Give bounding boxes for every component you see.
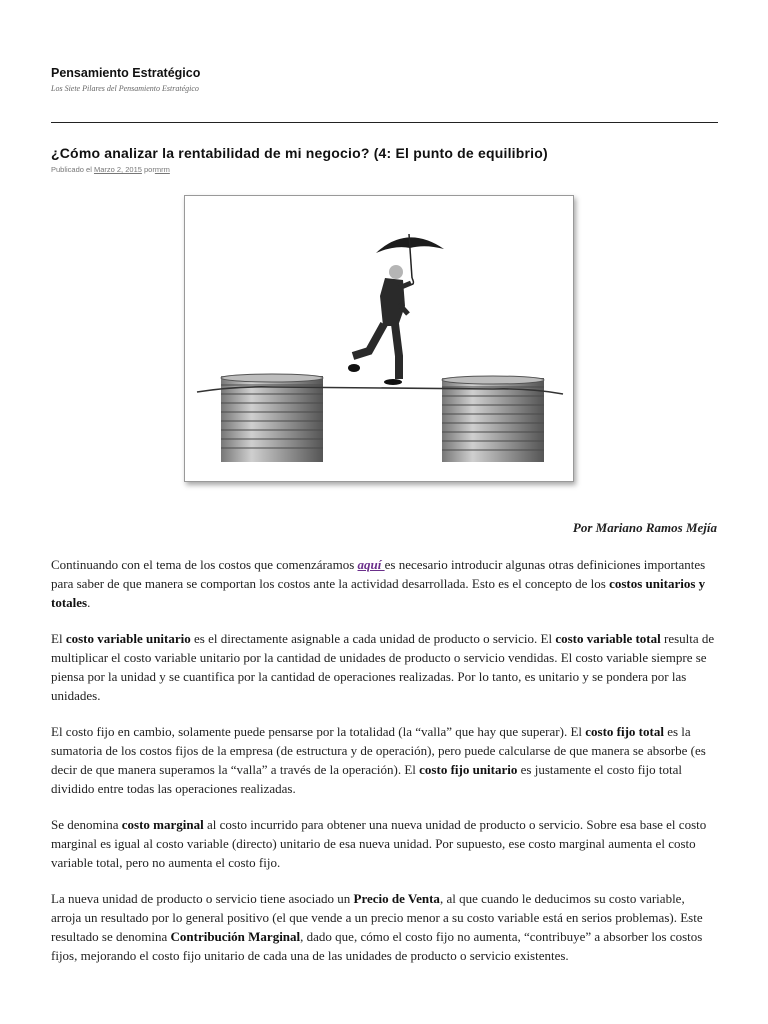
article-byline: Por Mariano Ramos Mejía	[572, 520, 717, 535]
p2-text-1: El	[51, 631, 66, 646]
p3-text-1: El costo fijo en cambio, solamente puede pensarse por la totalidad (la “valla” que hay que superar). El	[51, 724, 586, 739]
p3-bold-1: costo fijo total	[585, 724, 664, 739]
p3-text-2: es la sumatoria de los costos fijos de la empresa (de estructura y de operación), pero puede calcularse de que manera se absorbe (es decir de que manera superamos la “valla” a través de la operación). El	[51, 724, 706, 777]
post-date-link[interactable]: Marzo 2, 2015	[93, 165, 142, 174]
p1-text-3: .	[87, 595, 91, 610]
post-title: ¿Cómo analizar la rentabilidad de mi negocio? (4: El punto de equilibrio)	[51, 145, 548, 161]
p4-bold-1: costo marginal	[121, 817, 204, 832]
p2-bold-2: costo variable total	[555, 631, 661, 646]
meta-by: por	[144, 165, 155, 174]
p2-text-2: es el directamente asignable a cada unidad de producto o servicio. El	[190, 631, 556, 646]
paragraph-4	[51, 815, 718, 872]
p4-text-2: al costo incurrido para obtener una nueva unidad de producto o servicio. Sobre esa base el costo marginal es igual al costo variable (directo) unitario de esa nueva unidad. Por supuesto, ese costo marginal aumenta el costo variable total, pero no aumenta el costo fijo.	[51, 817, 707, 870]
p3-text-3: es justamente el costo fijo total dividido entre todas las operaciones realizadas.	[51, 762, 683, 796]
p5-text-3: , dado que, cómo el costo fijo no aumenta, “contribuye” a absorber los costos fijos, mejorando el costo fijo unitario de cada una de las unidades de producto o servicio existentes.	[51, 929, 703, 963]
p1-bold-1: costos unitarios y totales	[51, 576, 706, 610]
post-content	[51, 555, 718, 982]
p5-bold-2: Contribución Marginal	[170, 929, 301, 944]
site-header	[51, 66, 718, 94]
site-description: Los Siete Pilares del Pensamiento Estratégico	[51, 84, 199, 93]
p4-text-1: Se denomina	[51, 817, 122, 832]
post-meta	[51, 165, 170, 174]
post-image	[184, 195, 574, 482]
paragraph-3	[51, 722, 718, 798]
p2-text-3: resulta de multiplicar el costo variable unitario por la cantidad de unidades de producto o servicio vendidas. El costo variable siempre se piensa por la unidad y se cuantifica por la cantidad de operaciones realizadas. Por lo tanto, es unitario y se pondera por las unidades.	[51, 631, 715, 703]
p5-bold-1: Precio de Venta	[353, 891, 440, 906]
man-with-umbrella	[348, 234, 444, 385]
p5-text-2: , al que cuando le deducimos su costo variable, arroja un resultado por lo general positivo (el que vende a un precio menor a su costo variable está en serios problemas). Este resultado se denomina	[51, 891, 703, 944]
paragraph-5	[51, 889, 718, 965]
header-divider	[51, 122, 718, 123]
p1-text-2: es necesario introducir algunas otras definiciones importantes para saber de que manera se comportan los costos ante la actividad desarrollada. Esto es el concepto de los	[51, 557, 706, 591]
p3-bold-2: costo fijo unitario	[419, 762, 518, 777]
paragraph-2	[51, 629, 718, 705]
paragraph-1	[51, 555, 718, 612]
meta-prefix: Publicado el	[51, 165, 92, 174]
p5-text-1: La nueva unidad de producto o servicio tiene asociado un	[51, 891, 354, 906]
site-title-link[interactable]: Pensamiento Estratégico	[51, 66, 201, 80]
tightrope-coins-illustration	[185, 196, 573, 481]
p1-text-1: Continuando con el tema de los costos que comenzáramos	[51, 557, 358, 572]
author-link[interactable]: mrm	[154, 165, 170, 174]
p2-bold-1: costo variable unitario	[65, 631, 191, 646]
aqui-link[interactable]: aquí	[357, 557, 385, 572]
